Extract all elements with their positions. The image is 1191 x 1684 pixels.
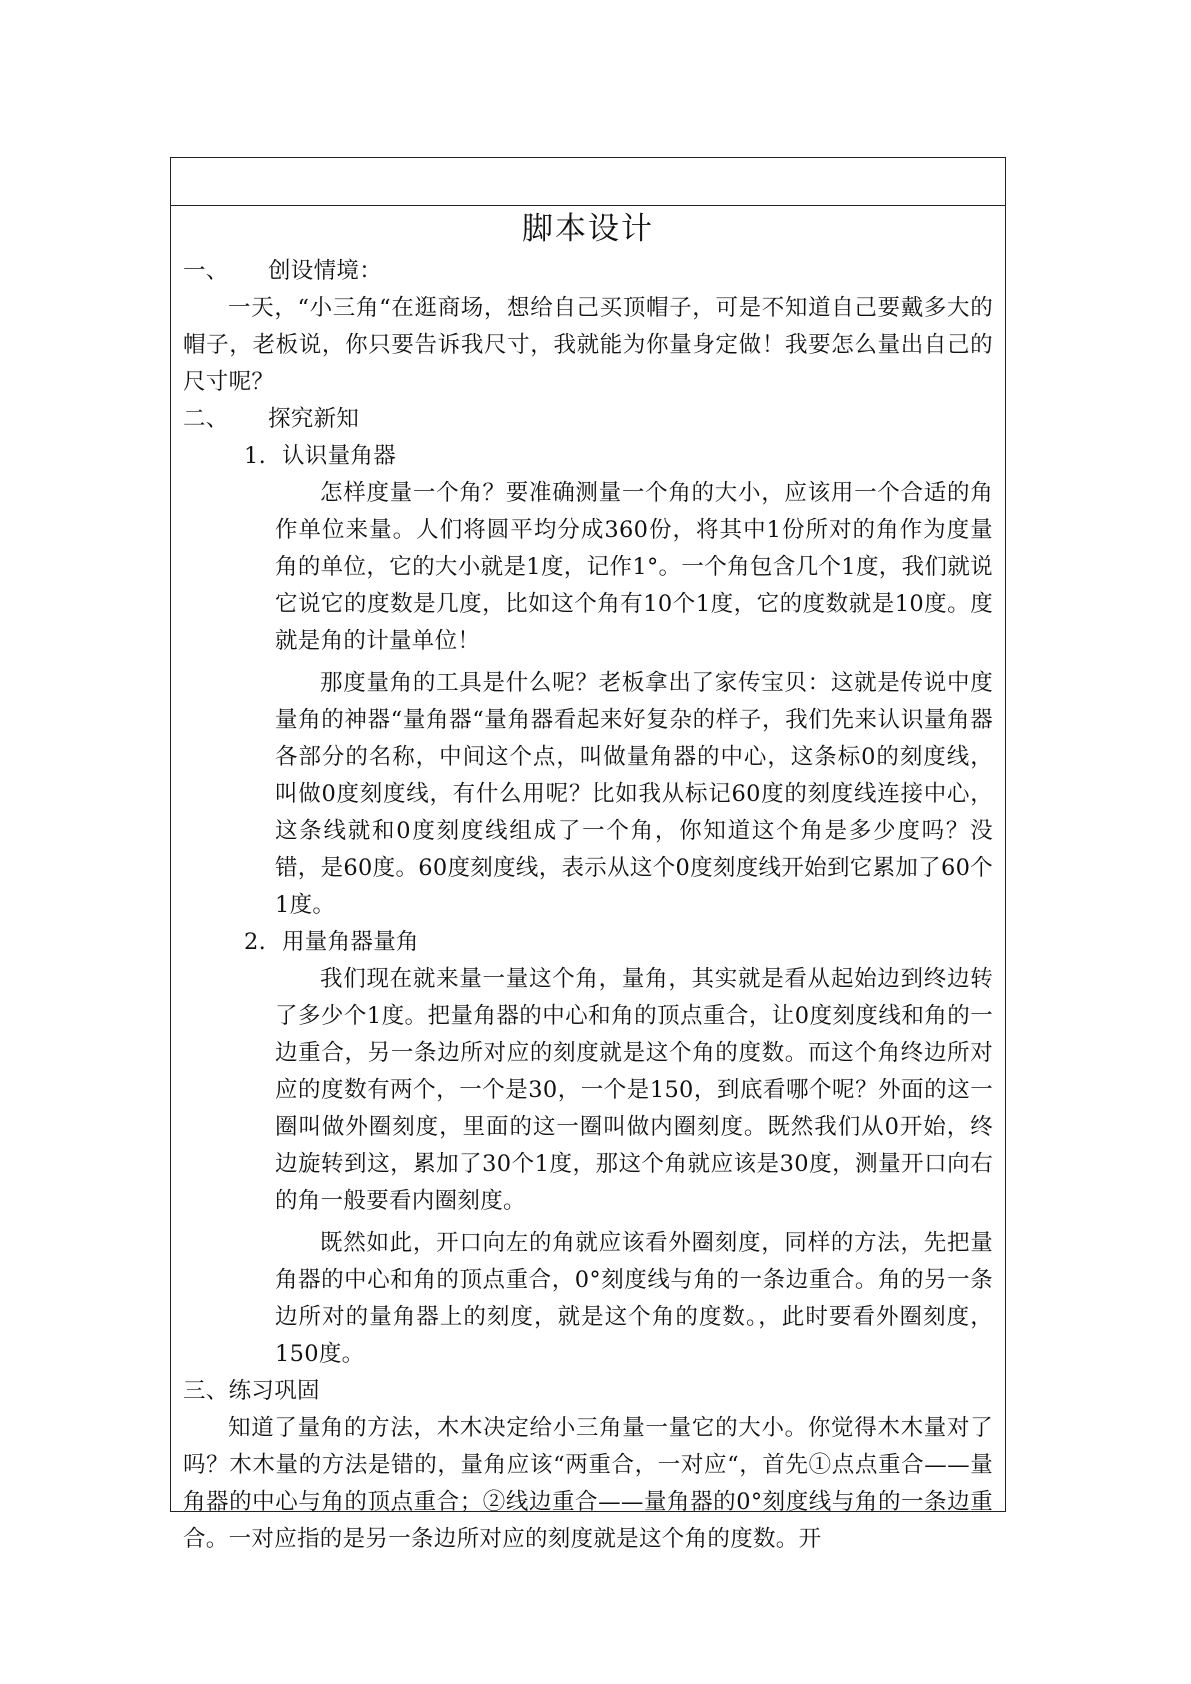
- section-3-paragraph: 知道了量角的方法，木木决定给小三角量一量它的大小。你觉得木木量对了吗？木木量的方法是错的，量角应该“两重合，一对应“，首先①点点重合——量角器的中心与角的顶点重合；②线边重合——量角器的0°刻度线与角的一条边重合。一对应指的是另一条边所对应的刻度就是这个角的度数。开: [183, 1415, 993, 1552]
- script-content-cell: [171, 206, 1005, 1558]
- item-1-number: 1.: [244, 443, 267, 469]
- document-table: [170, 157, 1006, 1552]
- section-1-paragraph: 一天，“小三角“在逛商场，想给自己买顶帽子，可是不知道自己要戴多大的帽子，老板说，你只要告诉我尺寸，我就能为你量身定做！我要怎么量出自己的尺寸呢？: [183, 295, 993, 395]
- item-1-heading: [183, 438, 993, 475]
- section-1-heading: [183, 253, 993, 290]
- empty-header-cell: [171, 158, 1005, 206]
- section-1-number: 一、: [183, 258, 229, 284]
- item-1-paragraph-2: 那度量角的工具是什么呢？老板拿出了家传宝贝：这就是传说中度量角的神器“量角器“量角器看起来好复杂的样子，我们先来认识量角器各部分的名称，中间这个点，叫做量角器的中心，这条标0的刻度线，叫做0度刻度线，有什么用呢？比如我从标记60度的刻度线连接中心，这条线就和0度刻度线组成了一个角，你知道这个角是多少度吗？没错，是60度。60度刻度线，表示从这个0度刻度线开始到它累加了60个1度。: [275, 670, 993, 918]
- item-2-title: 用量角器量角: [282, 929, 419, 955]
- section-1-title: 创设情境：: [268, 258, 383, 284]
- section-2-heading: [183, 401, 993, 438]
- section-2-number: 二、: [183, 406, 229, 432]
- item-2-heading: [183, 924, 993, 961]
- item-1-paragraph-1: 怎样度量一个角？要准确测量一个角的大小，应该用一个合适的角作单位来量。人们将圆平均分成360份，将其中1份所对的角作为度量角的单位，它的大小就是1度，记作1°。一个角包含几个1度，我们就说它说它的度数是几度，比如这个角有10个1度，它的度数就是10度。度就是角的计量单位！: [275, 480, 993, 654]
- item-2-paragraph-1: 我们现在就来量一量这个角，量角，其实就是看从起始边到终边转了多少个1度。把量角器的中心和角的顶点重合，让0度刻度线和角的一边重合，另一条边所对应的刻度就是这个角的度数。而这个角终边所对应的度数有两个，一个是30，一个是150，到底看哪个呢？外面的这一圈叫做外圈刻度，里面的这一圈叫做内圈刻度。既然我们从0开始，终边旋转到这，累加了30个1度，那这个角就应该是30度，测量开口向右的角一般要看内圈刻度。: [275, 966, 993, 1214]
- item-1-title: 认识量角器: [282, 443, 397, 469]
- item-2-number: 2.: [244, 929, 267, 955]
- document-title: 脚本设计: [522, 211, 654, 247]
- section-3-heading: 三、练习巩固: [183, 1378, 320, 1404]
- item-2-paragraph-2: 既然如此，开口向左的角就应该看外圈刻度，同样的方法，先把量角器的中心和角的顶点重合，0°刻度线与角的一条边重合。角的另一条边所对的量角器上的刻度，就是这个角的度数。，此时要看外圈刻度，150度。: [275, 1230, 993, 1367]
- section-2-title: 探究新知: [268, 406, 360, 432]
